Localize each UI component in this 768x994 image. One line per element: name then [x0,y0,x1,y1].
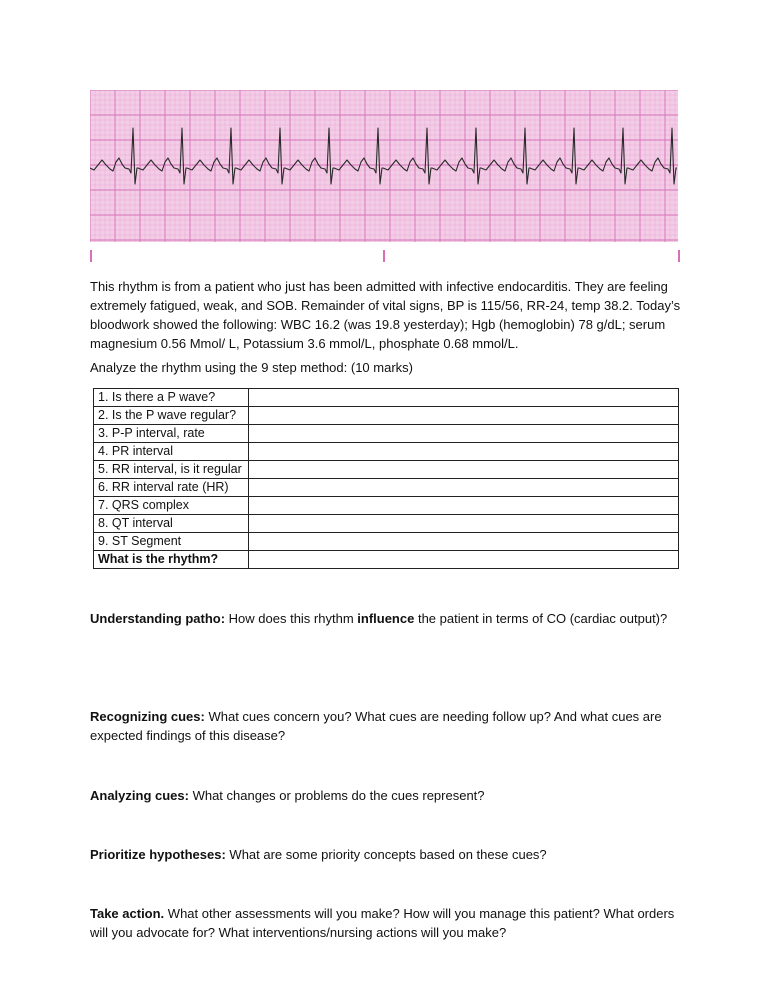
step-answer-cell[interactable] [249,497,679,515]
section-heading: Take action. [90,906,165,921]
step-question: 3. P-P interval, rate [94,425,249,443]
rhythm-answer-cell[interactable] [249,551,679,569]
section-heading: Recognizing cues: [90,709,205,724]
analysis-instruction: Analyze the rhythm using the 9 step method: (10 marks) [90,360,413,375]
ecg-time-markers [90,248,682,268]
nine-step-table [93,388,679,569]
table-row [94,515,679,533]
recognizing-cues-question [90,707,682,745]
step-answer-cell[interactable] [249,407,679,425]
step-question: 2. Is the P wave regular? [94,407,249,425]
ecg-rhythm-strip [90,90,678,242]
rhythm-question: What is the rhythm? [94,551,249,569]
prioritize-hypotheses-question [90,845,682,864]
table-row [94,497,679,515]
section-text: What other assessments will you make? How will you manage this patient? What orders will you advocate for? What interventions/nursing actions will you make? [90,906,675,940]
section-text: What are some priority concepts based on these cues? [225,847,547,862]
section-emphasis: influence [357,611,415,626]
step-question: 1. Is there a P wave? [94,389,249,407]
step-question: 5. RR interval, is it regular [94,461,249,479]
section-text: What changes or problems do the cues represent? [188,788,485,803]
step-answer-cell[interactable] [249,443,679,461]
table-row [94,407,679,425]
step-answer-cell[interactable] [249,389,679,407]
ecg-time-marker [678,250,680,262]
section-heading: Understanding patho: [90,611,226,626]
step-answer-cell[interactable] [249,425,679,443]
section-heading: Analyzing cues: [90,788,189,803]
section-heading: Prioritize hypotheses: [90,847,226,862]
step-answer-cell[interactable] [249,515,679,533]
step-answer-cell[interactable] [249,461,679,479]
table-row [94,461,679,479]
understanding-patho-question [90,609,682,628]
ecg-time-marker [90,250,92,262]
take-action-question [90,904,682,942]
section-text: the patient in terms of CO (cardiac output)? [414,611,668,626]
table-row [94,533,679,551]
step-answer-cell[interactable] [249,533,679,551]
patient-scenario: This rhythm is from a patient who just has been admitted with infective endocarditis. They are feeling extremely fatigued, weak, and SOB. Remainder of vital signs, BP is 115/56, RR-24, temp 38.2. Today’s bloodwork showed the following: WBC 16.2 (was 19.8 yesterday); Hgb (hemoglobin) 78 g/dL; serum magnesium 0.56 Mmol/ L, Potassium 3.6 mmol/L, phosphate 0.68 mmol/L. [90,279,681,351]
step-question: 8. QT interval [94,515,249,533]
table-row [94,479,679,497]
table-row [94,389,679,407]
step-question: 7. QRS complex [94,497,249,515]
ecg-time-marker [383,250,385,262]
step-question: 9. ST Segment [94,533,249,551]
table-row [94,443,679,461]
analyzing-cues-question [90,786,682,805]
step-answer-cell[interactable] [249,479,679,497]
step-question: 6. RR interval rate (HR) [94,479,249,497]
section-text: How does this rhythm [225,611,358,626]
table-row-rhythm [94,551,679,569]
step-question: 4. PR interval [94,443,249,461]
table-row [94,425,679,443]
section-text: What cues concern you? What cues are needing follow up? And what cues are expected findings of this disease? [90,709,662,743]
